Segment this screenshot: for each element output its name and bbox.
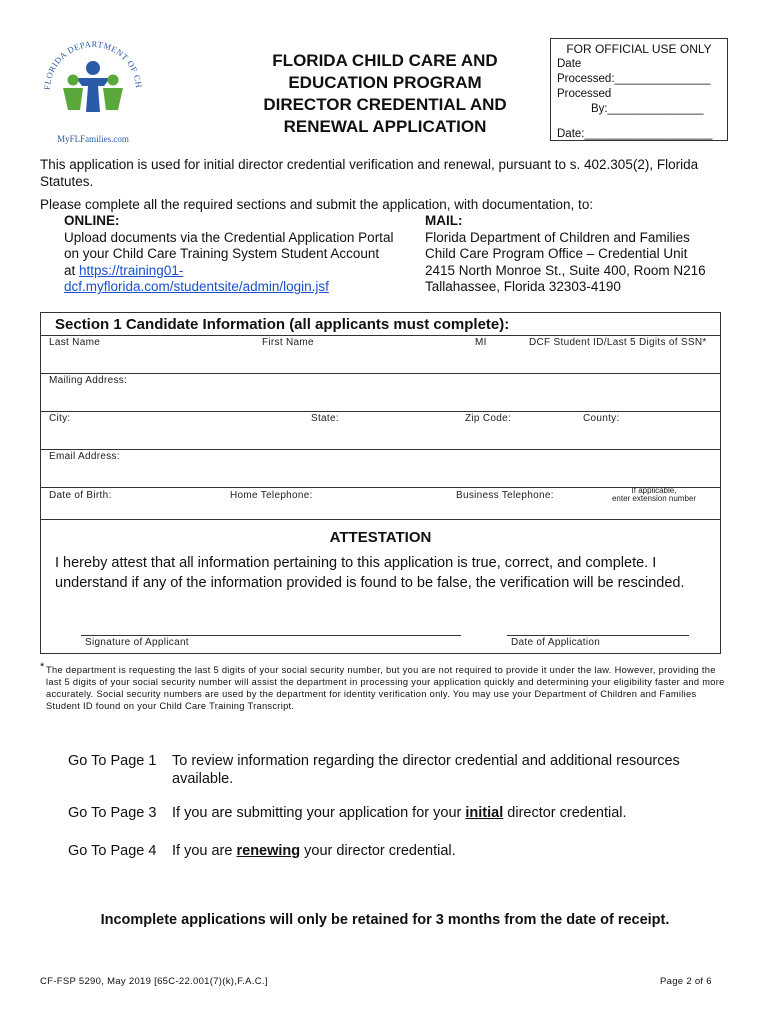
city-label[interactable]: City: (49, 413, 71, 424)
online-portal-link[interactable]: https://training01-dcf.myflorida.com/studentsite/admin/login.jsf (64, 262, 329, 294)
title-line: RENEWAL APPLICATION (283, 117, 487, 136)
incomplete-notice: Incomplete applications will only be retained for 3 months from the date of receipt. (100, 912, 670, 928)
goto-page-desc (172, 804, 712, 822)
mi-label: MI (475, 337, 487, 348)
goto-page-desc (172, 842, 712, 860)
attestation-row (41, 519, 720, 520)
section-1-title: Section 1 Candidate Information (all applicants must complete): (55, 316, 510, 333)
title-line: FLORIDA CHILD CARE AND (272, 51, 498, 70)
goto-page-4 (68, 842, 712, 860)
home-telephone-label[interactable]: Home Telephone: (230, 490, 313, 501)
attestation-title: ATTESTATION (329, 529, 432, 546)
footnote-asterisk: * (40, 661, 45, 673)
goto-desc-pre: If you are (172, 843, 237, 859)
goto-desc-emphasis: initial (465, 805, 504, 821)
official-use-header: FOR OFFICIAL USE ONLY (566, 42, 712, 56)
email-label[interactable]: Email Address: (49, 451, 120, 462)
goto-page-1 (68, 752, 712, 788)
official-processed-by-label: Processed (557, 88, 612, 100)
title-line: EDUCATION PROGRAM (288, 73, 482, 92)
business-telephone-label[interactable]: Business Telephone: (456, 490, 554, 501)
mail-address-line: Florida Department of Children and Families (425, 229, 690, 245)
goto-page-desc: To review information regarding the director credential and additional resources available. (172, 753, 680, 787)
goto-desc-pre: If you are submitting your application for your (172, 805, 466, 821)
logo-arc-text: FLORIDA DEPARTMENT OF CH (41, 38, 145, 91)
official-by-label: By:_______________ (591, 103, 704, 115)
extension-note-line: If applicable, (631, 486, 677, 495)
date-line[interactable] (507, 635, 689, 636)
city-row (41, 411, 720, 412)
footnote-text: The department is requesting the last 5 digits of your social security number, but you are not required to provide it under the law. However, providing the last 5 digits of your social security number will assist the department in processing your application quickly and determining your eligibility faster and more accurately. Social security numbers are used by the department for identity verification only. You may use your Department of Children and Families Student ID found on your Child Care Training Transcript. (46, 665, 725, 711)
attestation-text: I hereby attest that all information pertaining to this application is true, correct, and complete. I understand if any of the information provided is found to be false, the verification will be rescinded. (55, 555, 685, 591)
first-name-label: First Name (262, 337, 314, 348)
ssn-footnote (40, 661, 726, 712)
official-date2-label: Date:____________________ (557, 128, 713, 140)
date-of-application-label: Date of Application (511, 637, 601, 648)
goto-page-3 (68, 804, 712, 822)
mailing-row (41, 373, 720, 374)
mail-address-line: 2415 North Monroe St., Suite 400, Room N216 (425, 262, 706, 278)
student-id-label: DCF Student ID/Last 5 Digits of SSN* (529, 337, 707, 348)
online-submission (64, 213, 394, 296)
goto-desc-post: your director credential. (300, 843, 456, 859)
logo-site-text: MyFLFamilies.com (57, 134, 129, 144)
extension-note-line: enter extension number (611, 494, 697, 503)
form-title (230, 50, 540, 138)
last-name-label: Last Name (49, 337, 101, 348)
county-label[interactable]: County: (583, 413, 620, 424)
page-number: Page 2 of 6 (660, 976, 712, 987)
mail-address-line: Child Care Program Office – Credential Unit (425, 246, 688, 261)
mailing-address-label[interactable]: Mailing Address: (49, 375, 128, 386)
zip-label[interactable]: Zip Code: (465, 413, 512, 424)
goto-desc-emphasis: renewing (236, 843, 301, 859)
title-line: DIRECTOR CREDENTIAL AND (263, 95, 507, 114)
official-processed-label: Processed:_______________ (557, 73, 711, 85)
intro-para-2: Please complete all the required sections and submit the application, with documentation, to: (40, 197, 594, 212)
name-row (41, 335, 720, 336)
intro-para-1: This application is used for initial director credential verification and renewal, pursuant to s. 402.305(2), Florida Statutes. (40, 157, 699, 189)
goto-page-label[interactable]: Go To Page 4 (68, 843, 157, 859)
goto-desc-post: director credential. (503, 805, 627, 821)
online-instructions: Upload documents via the Credential Application Portal on your Child Care Training System Student Account at (64, 229, 394, 278)
goto-page-label[interactable]: Go To Page 3 (68, 805, 157, 821)
extension-note (604, 487, 704, 503)
official-use-box (550, 38, 728, 141)
online-text (64, 230, 394, 296)
official-date-label: Date (557, 58, 582, 70)
mail-submission (425, 213, 735, 296)
signature-line[interactable] (81, 635, 461, 636)
dcf-logo (38, 28, 148, 148)
state-label[interactable]: State: (311, 413, 339, 424)
mail-address-line: Tallahassee, Florida 32303-4190 (425, 279, 621, 294)
mail-heading: MAIL: (425, 213, 463, 228)
dcf-seal-icon (38, 28, 148, 148)
online-heading: ONLINE: (64, 213, 120, 228)
form-id-footer: CF-FSP 5290, May 2019 [65C-22.001(7)(k),F.A.C.] (40, 976, 268, 987)
section-1-candidate-info (40, 312, 721, 654)
intro (40, 156, 730, 213)
signature-label: Signature of Applicant (85, 637, 189, 648)
email-row (41, 449, 720, 450)
dob-label[interactable]: Date of Birth: (49, 490, 112, 501)
goto-page-label[interactable]: Go To Page 1 (68, 753, 157, 769)
